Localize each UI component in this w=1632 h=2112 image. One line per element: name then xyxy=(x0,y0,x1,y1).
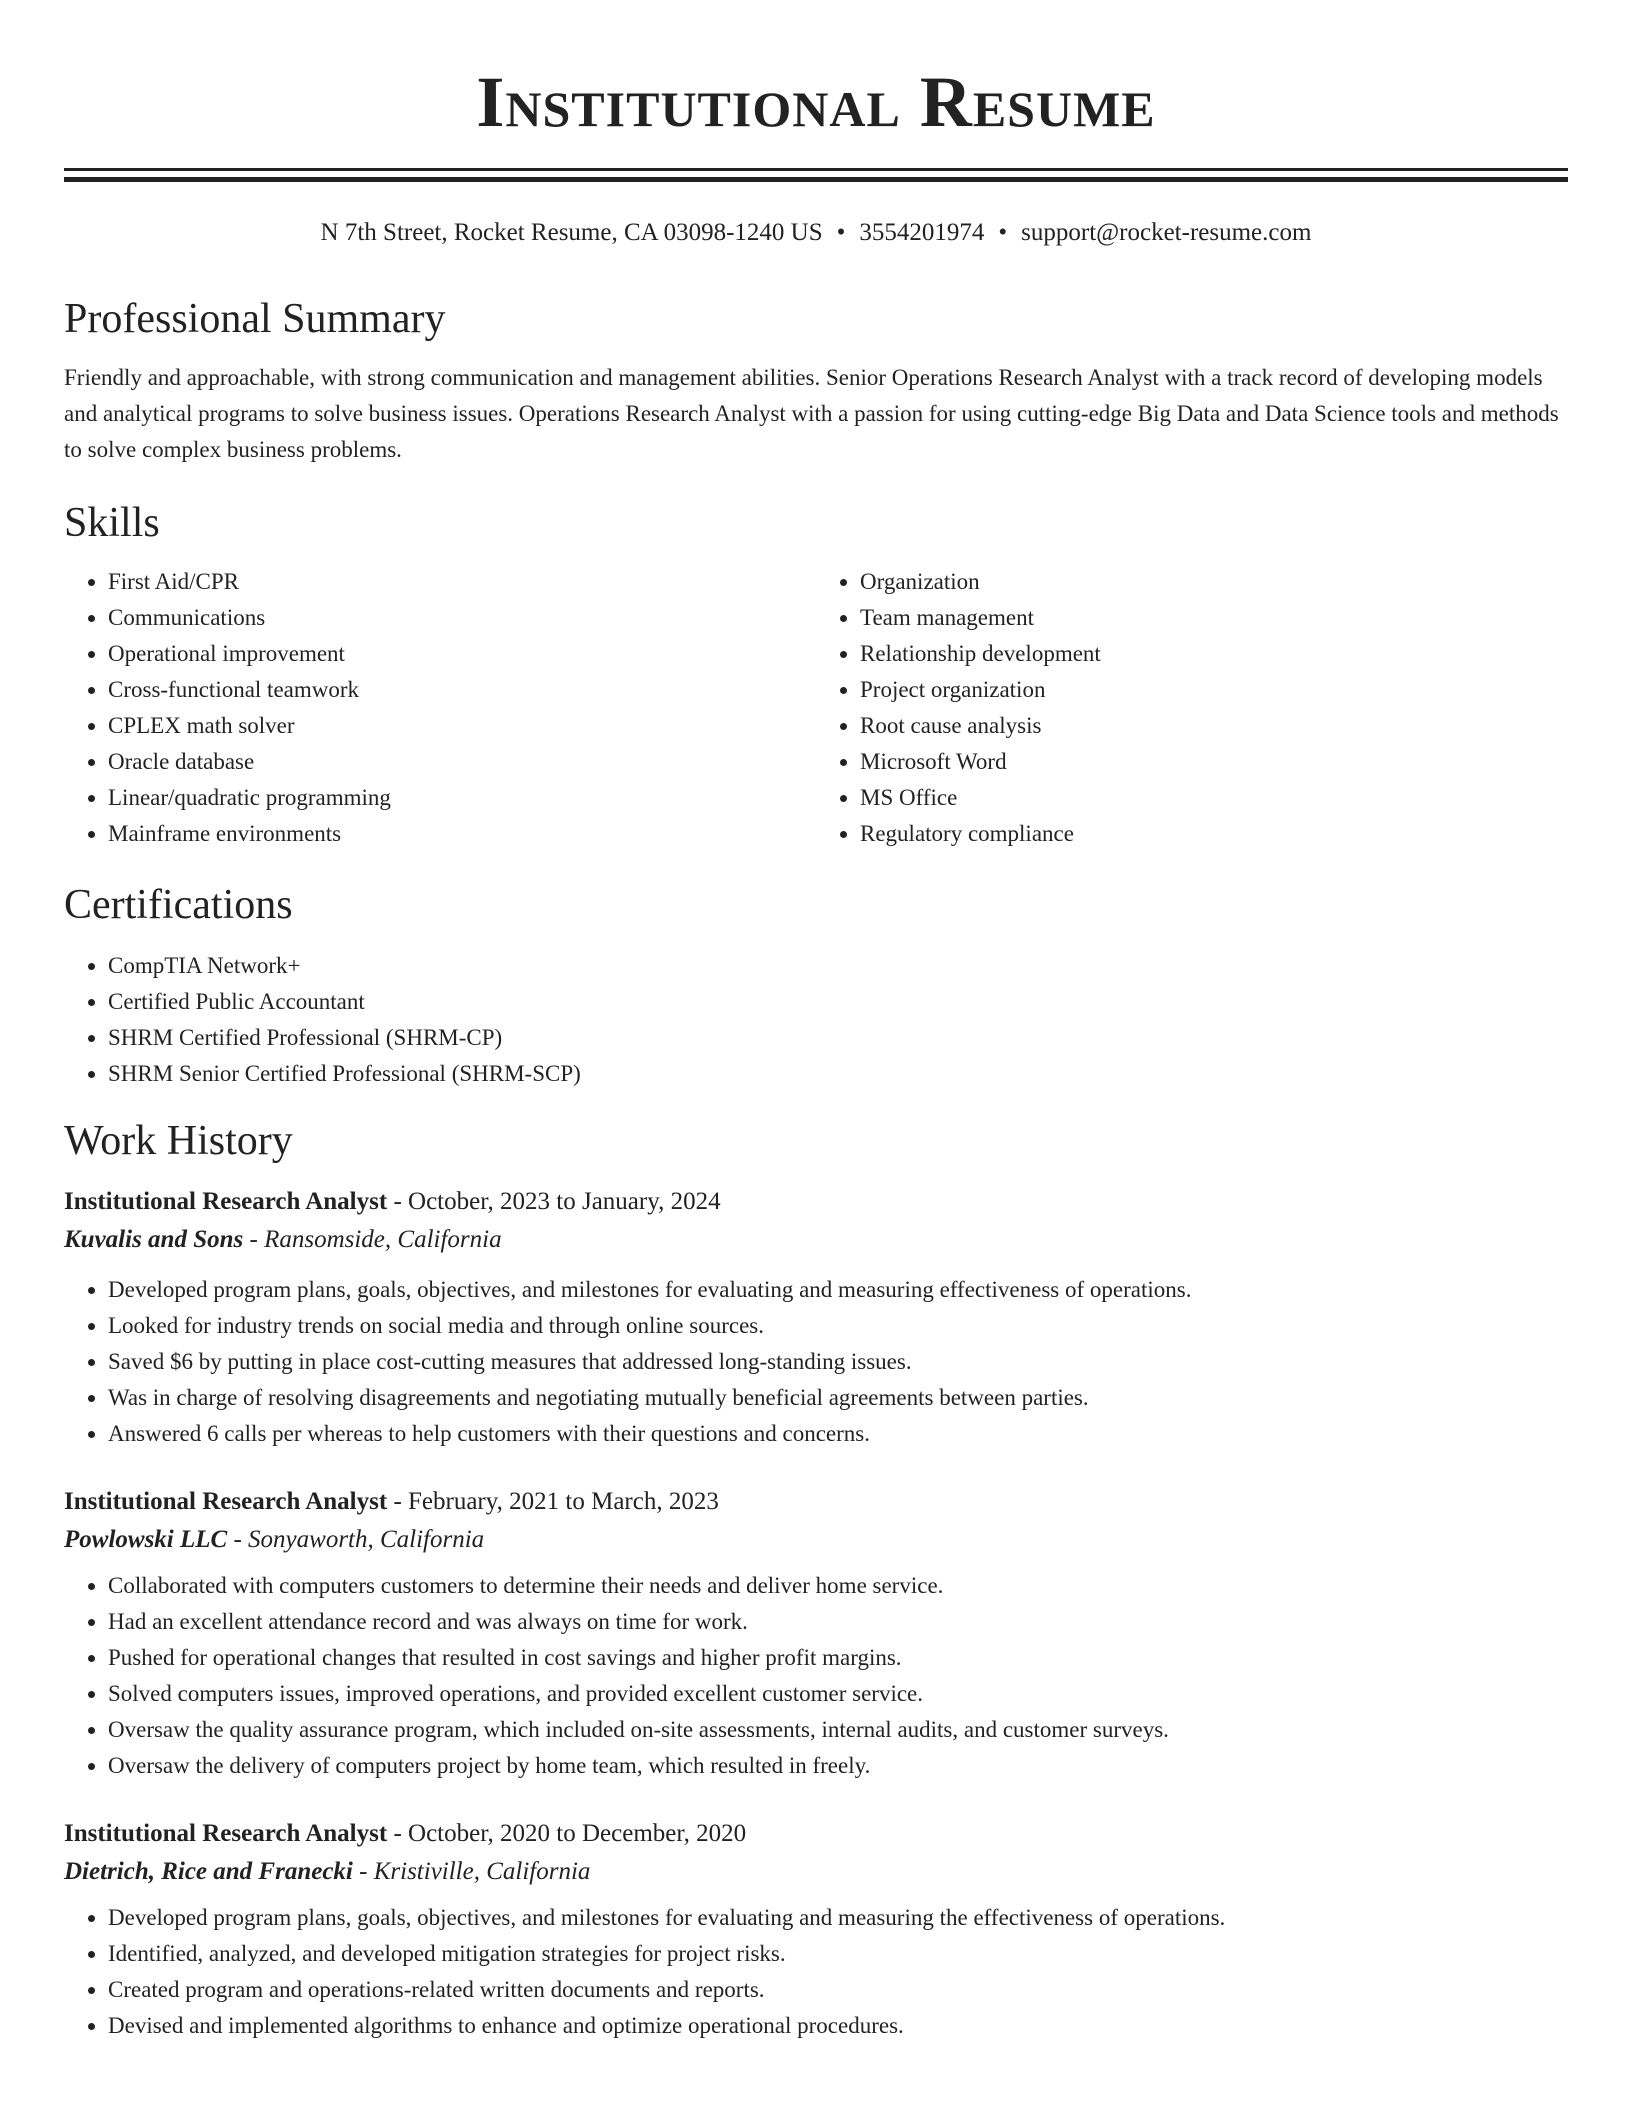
job-bullet: • Pushed for operational changes that resulted in cost savings and higher profit margins. xyxy=(108,1640,1568,1676)
skill-item: • Regulatory compliance xyxy=(860,816,1568,852)
job-entry xyxy=(64,1184,1568,1452)
job-title-line: Institutional Research Analyst - October, 2020 to December, 2020 xyxy=(64,1820,747,1847)
work-history-heading: Work History xyxy=(64,1118,293,1164)
job-bullet: • Looked for industry trends on social media and through online sources. xyxy=(108,1308,1568,1344)
skill-item: • Organization xyxy=(860,564,1568,600)
summary-heading: Professional Summary xyxy=(64,296,446,342)
job-company-line: Kuvalis and Sons - Ransomside, California xyxy=(64,1226,502,1253)
title-divider-thin xyxy=(64,168,1568,171)
job-company: Dietrich, Rice and Franecki xyxy=(64,1858,353,1885)
job-title: Institutional Research Analyst xyxy=(64,1188,388,1215)
job-dates: February, 2021 to March, 2023 xyxy=(408,1488,719,1515)
skill-item: • Team management xyxy=(860,600,1568,636)
job-entry xyxy=(64,1816,1568,2044)
job-title: Institutional Research Analyst xyxy=(64,1488,388,1515)
contact-line xyxy=(64,218,1568,248)
skill-item: • Operational improvement xyxy=(108,636,816,672)
job-location: Sonyaworth, California xyxy=(248,1526,485,1553)
job-dates: October, 2020 to December, 2020 xyxy=(408,1820,747,1847)
job-bullets xyxy=(64,1272,1568,1452)
skill-item: • Microsoft Word xyxy=(860,744,1568,780)
contact-email[interactable]: support@rocket-resume.com xyxy=(1021,219,1312,246)
job-company: Powlowski LLC xyxy=(64,1526,228,1553)
skill-item: • Project organization xyxy=(860,672,1568,708)
job-bullet: • Oversaw the delivery of computers project by home team, which resulted in freely. xyxy=(108,1748,1568,1784)
skills-left-list xyxy=(64,564,816,852)
skill-item: • First Aid/CPR xyxy=(108,564,816,600)
skill-item: • Communications xyxy=(108,600,816,636)
certifications-heading: Certifications xyxy=(64,882,293,928)
job-title-line: Institutional Research Analyst - February, 2021 to March, 2023 xyxy=(64,1488,719,1515)
job-bullet: • Had an excellent attendance record and was always on time for work. xyxy=(108,1604,1568,1640)
skill-item: • CPLEX math solver xyxy=(108,708,816,744)
resume-title: Institutional Resume xyxy=(476,62,1156,142)
job-company-line: Powlowski LLC - Sonyaworth, California xyxy=(64,1526,485,1553)
job-company: Kuvalis and Sons xyxy=(64,1226,244,1253)
skill-item: • Root cause analysis xyxy=(860,708,1568,744)
certifications-list xyxy=(64,948,1568,1092)
job-dates: October, 2023 to January, 2024 xyxy=(408,1188,721,1215)
job-bullet: • Devised and implemented algorithms to enhance and optimize operational procedures. xyxy=(108,2008,1568,2044)
contact-separator: • xyxy=(998,219,1008,246)
title-divider-thick xyxy=(64,177,1568,182)
certification-item: • Certified Public Accountant xyxy=(108,984,1568,1020)
job-location: Ransomside, California xyxy=(264,1226,502,1253)
skill-item: • Mainframe environments xyxy=(108,816,816,852)
job-bullet: • Oversaw the quality assurance program, which included on-site assessments, internal audits, and customer surveys. xyxy=(108,1712,1568,1748)
job-title: Institutional Research Analyst xyxy=(64,1820,388,1847)
job-bullet: • Collaborated with computers customers to determine their needs and deliver home service. xyxy=(108,1568,1568,1604)
job-bullet: • Created program and operations-related written documents and reports. xyxy=(108,1972,1568,2008)
contact-phone: 3554201974 xyxy=(859,219,985,246)
skills-right-list xyxy=(816,564,1568,852)
job-location: Kristiville, California xyxy=(373,1858,591,1885)
job-company-line: Dietrich, Rice and Franecki - Kristiville, California xyxy=(64,1858,591,1885)
skills-columns xyxy=(64,564,1568,852)
skill-item: • Cross-functional teamwork xyxy=(108,672,816,708)
job-bullet: • Was in charge of resolving disagreements and negotiating mutually beneficial agreements between parties. xyxy=(108,1380,1568,1416)
skill-item: • Relationship development xyxy=(860,636,1568,672)
skills-heading: Skills xyxy=(64,500,160,546)
job-bullet: • Identified, analyzed, and developed mitigation strategies for project risks. xyxy=(108,1936,1568,1972)
certification-item: • CompTIA Network+ xyxy=(108,948,1568,984)
certification-item: • SHRM Certified Professional (SHRM-CP) xyxy=(108,1020,1568,1056)
job-bullets xyxy=(64,1568,1568,1784)
skill-item: • Oracle database xyxy=(108,744,816,780)
job-title-line: Institutional Research Analyst - October, 2023 to January, 2024 xyxy=(64,1188,721,1215)
certification-item: • SHRM Senior Certified Professional (SHRM-SCP) xyxy=(108,1056,1568,1092)
job-bullets xyxy=(64,1900,1568,2044)
skill-item: • Linear/quadratic programming xyxy=(108,780,816,816)
job-bullet: • Developed program plans, goals, objectives, and milestones for evaluating and measuring effectiveness of operations. xyxy=(108,1272,1568,1308)
contact-separator: • xyxy=(836,219,846,246)
contact-address: N 7th Street, Rocket Resume, CA 03098-1240 US xyxy=(320,219,823,246)
job-bullet: • Answered 6 calls per whereas to help customers with their questions and concerns. xyxy=(108,1416,1568,1452)
skill-item: • MS Office xyxy=(860,780,1568,816)
job-bullet: • Solved computers issues, improved operations, and provided excellent customer service. xyxy=(108,1676,1568,1712)
summary-text: Friendly and approachable, with strong communication and management abilities. Senior Operations Research Analyst with a track record of developing models and analytical programs to solve business issues. Operations Research Analyst with a passion for using cutting-edge Big Data and Data Science tools and methods to solve complex business problems. xyxy=(64,365,1559,462)
job-entry xyxy=(64,1484,1568,1784)
job-bullet: • Saved $6 by putting in place cost-cutting measures that addressed long-standing issues. xyxy=(108,1344,1568,1380)
job-bullet: • Developed program plans, goals, objectives, and milestones for evaluating and measuring the effectiveness of operations. xyxy=(108,1900,1568,1936)
